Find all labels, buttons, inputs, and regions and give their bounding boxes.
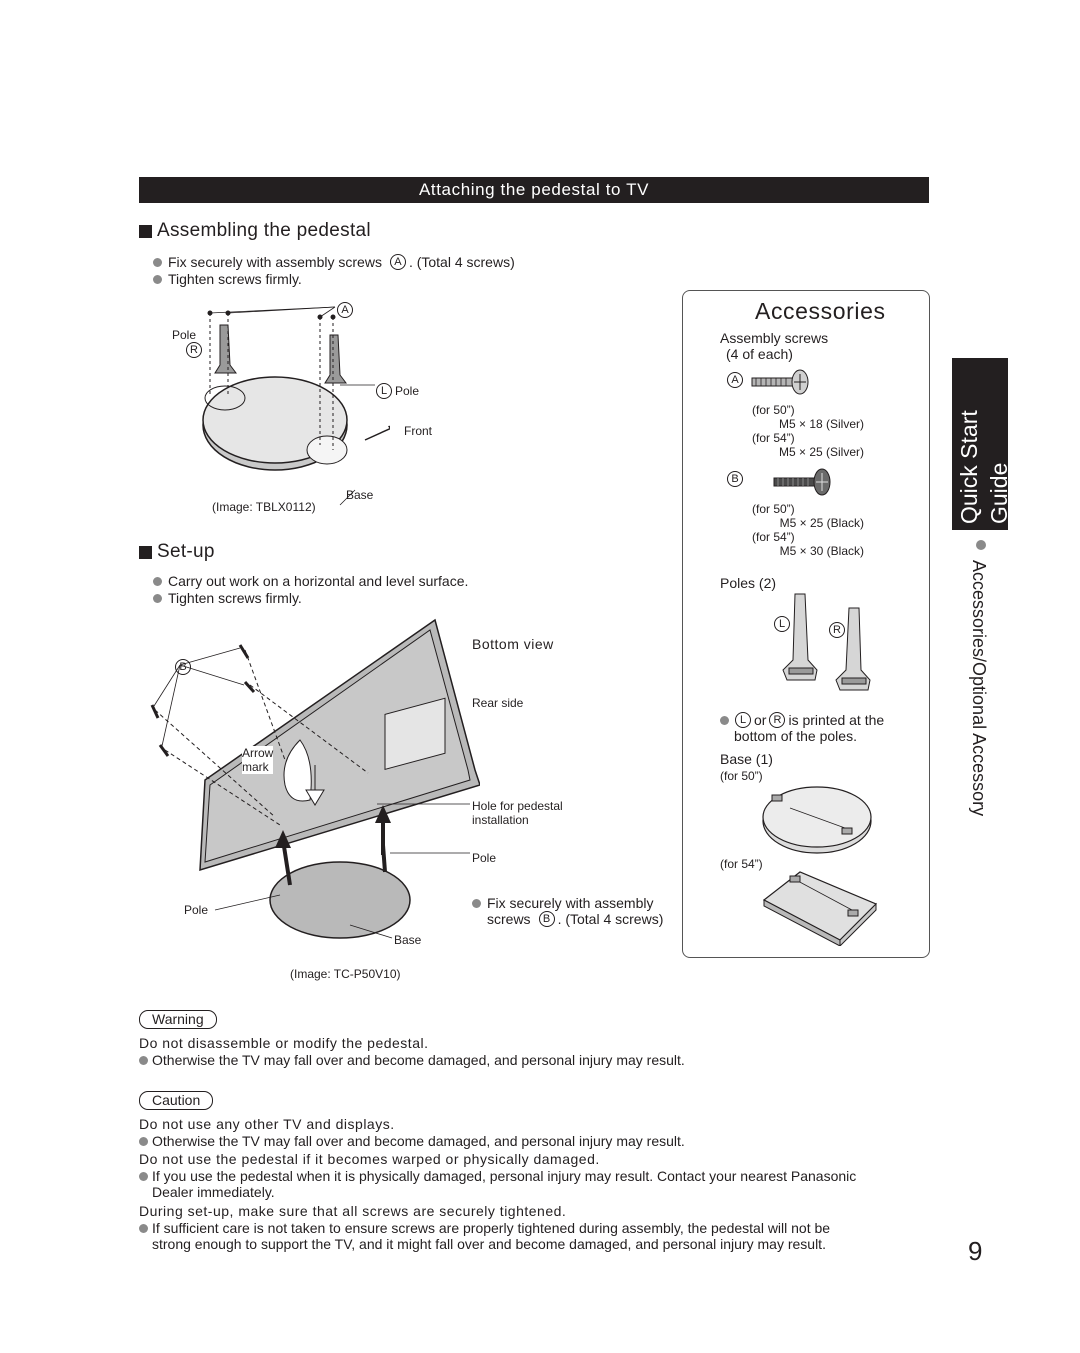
screw-a-icon (750, 368, 812, 396)
assembly-screws-label: Assembly screws (720, 330, 829, 346)
caution-bullet-1-text: Otherwise the TV may fall over and become damaged, and personal injury may result. (152, 1133, 685, 1149)
base-for50-label: (for 50”) (720, 769, 763, 783)
screw-b-marker: B (175, 659, 191, 675)
quick-start-text (956, 384, 1012, 524)
pole-r-note-marker: R (769, 712, 785, 728)
assembling-heading-text: Assembling the pedestal (157, 220, 371, 241)
base-54-illustration (760, 868, 880, 946)
base-count-label: Base (1) (720, 751, 773, 767)
assembling-bullet-2-text: Tighten screws firmly. (168, 271, 302, 287)
caution-bullet-2 (139, 1168, 856, 1200)
caution-bullet-3-line-2: strong enough to support the TV, and it might fall over and become damaged, and personal injury may result. (152, 1236, 826, 1252)
accessories-title: Accessories (755, 298, 886, 324)
pole-r-marker: R (186, 342, 202, 358)
screw-a-icon: A (390, 254, 406, 270)
bullet-icon (139, 1056, 148, 1065)
side-tab-bullet-icon (976, 540, 986, 550)
pole-l-caption (376, 383, 419, 399)
pole-l-accessory-marker: L (774, 616, 790, 632)
heading-square-icon (139, 546, 152, 559)
bullet-icon (139, 1137, 148, 1146)
arrow-mark-label (242, 746, 273, 774)
side-tab-guide: Guide (986, 462, 1012, 524)
assembling-bullet-1-text: Fix securely with assembly screws (168, 254, 382, 270)
setup-heading-text: Set-up (157, 541, 215, 562)
setup-bullet-1 (153, 573, 468, 589)
hole-label-line-1: Hole for pedestal (472, 799, 563, 813)
four-each-label: (4 of each) (726, 346, 793, 362)
hole-label (472, 799, 563, 827)
side-tab-quick-start: Quick Start (956, 410, 982, 524)
warning-label: Warning (139, 1010, 217, 1029)
fix-securely-text-2: screws (487, 911, 531, 927)
caution-bullet-3 (139, 1220, 830, 1252)
fix-securely-line-2 (487, 911, 663, 927)
screw-a-spec50: M5 × 18 (Silver) (778, 417, 864, 431)
caution-bullet-2-line-2: Dealer immediately. (152, 1184, 275, 1200)
bullet-icon (472, 899, 481, 908)
base-for54-label: (for 54”) (720, 857, 763, 871)
page-number: 9 (968, 1236, 983, 1266)
setup-bullet-2-text: Tighten screws firmly. (168, 590, 302, 606)
front-label: Front (404, 424, 433, 438)
screw-a-marker: A (337, 302, 353, 318)
caution-heading-2: Do not use the pedestal if it becomes warped or physically damaged. (139, 1151, 600, 1167)
assembling-heading (139, 220, 371, 242)
section-header-bar (139, 177, 929, 203)
base-label-2: Base (394, 933, 422, 947)
pole-label-right: Pole (472, 851, 497, 865)
arrow-mark-line-1: Arrow (242, 746, 274, 760)
screw-a-accessory-marker: A (727, 372, 743, 388)
caution-bullet-3-line-1: If sufficient care is not taken to ensure screws are properly tightened during assembly, the pedestal will not be (152, 1220, 831, 1236)
poles-note-or: or (754, 712, 767, 728)
caution-heading-1: Do not use any other TV and displays. (139, 1116, 395, 1132)
section-header-title: Attaching the pedestal to TV (418, 180, 650, 199)
bullet-icon (720, 716, 729, 725)
pole-r-label: Pole (172, 328, 197, 342)
fix-securely-text-3: . (Total 4 screws) (557, 911, 664, 927)
pole-l-marker: L (376, 383, 392, 399)
pedestal-assembly-diagram (170, 295, 390, 520)
assembling-bullet-1-post: . (Total 4 screws) (408, 254, 515, 270)
poles-note-line-1 (720, 712, 884, 728)
bullet-icon (153, 594, 162, 603)
fix-securely-line-1 (472, 895, 654, 911)
caution-bullet-2-line-1: If you use the pedestal when it is physically damaged, personal injury may result. Contact your nearest Panasonic (152, 1168, 857, 1184)
screw-b-specs (752, 502, 864, 558)
warning-heading: Do not disassemble or modify the pedestal. (139, 1035, 429, 1051)
poles-note-rest: is printed at the (788, 712, 885, 728)
screw-b-icon (772, 467, 834, 497)
screw-b-accessory-marker: B (727, 471, 743, 487)
screw-a-spec54: M5 × 25 (Silver) (778, 445, 864, 459)
bullet-icon (139, 1172, 148, 1181)
bullet-icon (153, 258, 162, 267)
screw-a-for50: (for 50”) (752, 403, 795, 417)
bullet-icon (139, 1224, 148, 1233)
bottom-view-label: Bottom view (472, 636, 554, 652)
rear-side-label: Rear side (472, 696, 524, 710)
setup-bullet-1-text: Carry out work on a horizontal and level surface. (168, 573, 469, 589)
assembling-bullet-2 (153, 271, 302, 287)
caution-label: Caution (139, 1091, 213, 1110)
base-50-illustration (760, 783, 875, 858)
bullet-icon (153, 275, 162, 284)
screw-a-specs (752, 403, 864, 459)
pole-label-left: Pole (184, 903, 209, 917)
screw-b-icon: B (539, 911, 555, 927)
warning-bullet (139, 1052, 685, 1068)
poles-illustration (775, 590, 890, 700)
pole-l-note-marker: L (735, 712, 751, 728)
poles-note-line-2: bottom of the poles. (734, 728, 857, 744)
warning-bullet-text: Otherwise the TV may fall over and become damaged, and personal injury may result. (152, 1052, 685, 1068)
heading-square-icon (139, 225, 152, 238)
base-label: Base (346, 488, 374, 502)
hole-label-line-2: installation (472, 813, 529, 827)
screw-b-spec54: M5 × 30 (Black) (779, 544, 864, 558)
setup-heading (139, 541, 215, 563)
screw-a-for54: (for 54”) (752, 431, 795, 445)
poles-label: Poles (2) (720, 575, 777, 591)
bullet-icon (153, 577, 162, 586)
pole-l-text: Pole (395, 384, 420, 398)
caution-heading-3: During set-up, make sure that all screws are securely tightened. (139, 1203, 567, 1219)
caution-bullet-1 (139, 1133, 685, 1149)
side-section-label: Accessories/Optional Accessory (969, 560, 989, 817)
screw-b-spec50: M5 × 25 (Black) (779, 516, 864, 530)
fix-securely-text-1: Fix securely with assembly (487, 895, 654, 911)
setup-bullet-2 (153, 590, 302, 606)
screw-b-for54: (for 54”) (752, 530, 795, 544)
image-caption-2: (Image: TC-P50V10) (290, 967, 401, 981)
assembling-bullet-1 (153, 254, 515, 270)
screw-b-for50: (for 50”) (752, 502, 795, 516)
arrow-mark-line-2: mark (242, 760, 269, 774)
image-caption-1: (Image: TBLX0112) (212, 500, 316, 514)
pole-r-accessory-marker: R (829, 622, 845, 638)
